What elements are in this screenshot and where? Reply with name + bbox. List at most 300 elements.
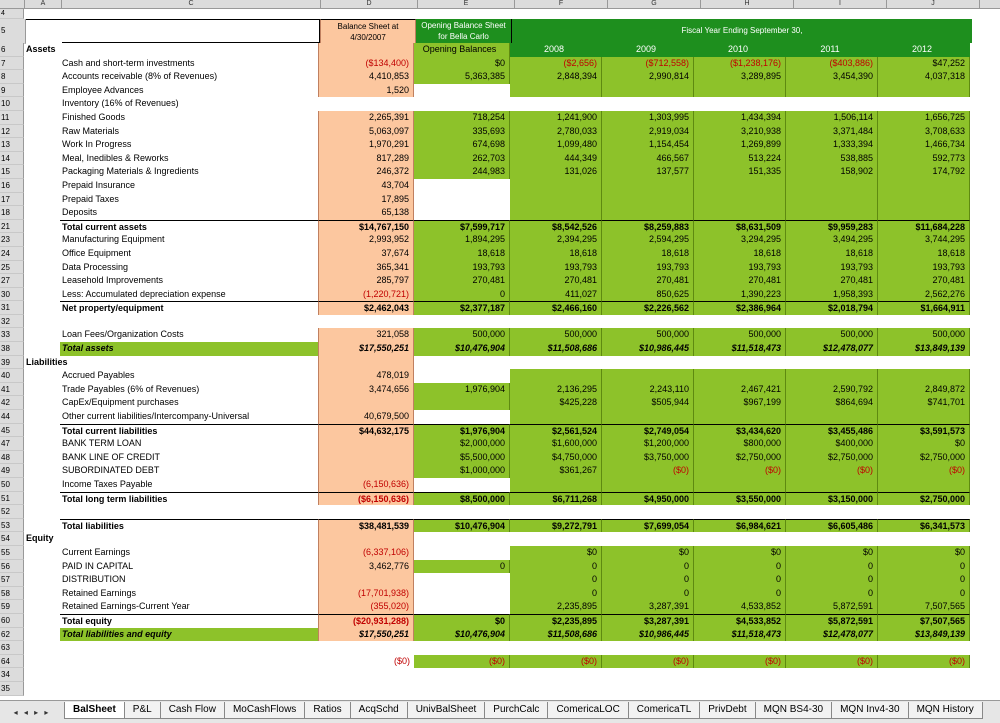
row-label-cell[interactable] (60, 505, 318, 519)
sheet-tab[interactable]: PrivDebt (699, 702, 755, 719)
year-value-cell[interactable]: 151,335 (694, 165, 786, 179)
year-value-cell[interactable] (878, 641, 970, 655)
year-value-cell[interactable]: 2,990,814 (602, 70, 694, 84)
row-number[interactable]: 47 (0, 437, 24, 451)
fiscal-year-header-cell[interactable] (512, 19, 972, 43)
balance-cell[interactable]: $44,632,175 (318, 424, 414, 438)
year-value-cell[interactable]: 18,618 (602, 247, 694, 261)
row-number[interactable]: 48 (0, 451, 24, 465)
row-number[interactable]: 18 (0, 206, 24, 220)
year-value-cell[interactable]: 2,590,792 (786, 383, 878, 397)
balance-cell[interactable]: 2,993,952 (318, 233, 414, 247)
year-value-cell[interactable]: 18,618 (878, 247, 970, 261)
year-value-cell[interactable]: $2,386,964 (694, 301, 786, 315)
year-value-cell[interactable] (786, 668, 878, 682)
opening-balance-cell[interactable]: $1,976,904 (414, 424, 510, 438)
section-label-cell[interactable] (24, 97, 60, 111)
row-label-cell[interactable]: BANK LINE OF CREDIT (62, 451, 161, 462)
section-label-cell[interactable] (24, 641, 60, 655)
balance-cell[interactable] (318, 451, 414, 465)
row-label-cell[interactable]: Deposits (62, 207, 98, 218)
column-header-f[interactable]: F (515, 0, 608, 8)
year-value-cell[interactable] (878, 193, 970, 207)
year-value-cell[interactable]: ($0) (510, 655, 602, 669)
year-value-cell[interactable]: 2,243,110 (602, 383, 694, 397)
year-value-cell[interactable]: $3,591,573 (878, 424, 970, 438)
sheet-tab[interactable]: Cash Flow (160, 702, 225, 719)
row-label-cell[interactable] (60, 655, 318, 669)
balance-cell[interactable]: $17,550,251 (318, 342, 414, 356)
year-value-cell[interactable] (510, 84, 602, 98)
year-value-cell[interactable] (878, 410, 970, 424)
year-value-cell[interactable]: 158,902 (786, 165, 878, 179)
year-value-cell[interactable] (602, 682, 694, 696)
year-value-cell[interactable]: 0 (510, 573, 602, 587)
section-label-cell[interactable] (24, 655, 60, 669)
year-value-cell[interactable]: $505,944 (602, 396, 694, 410)
year-value-cell[interactable]: $10,986,445 (602, 628, 694, 642)
row-label-cell[interactable]: BANK TERM LOAN (62, 438, 142, 449)
opening-balance-cell[interactable] (414, 505, 510, 519)
year-value-cell[interactable]: $7,699,054 (602, 519, 694, 533)
year-value-cell[interactable]: 174,792 (878, 165, 970, 179)
year-value-cell[interactable]: $1,600,000 (510, 437, 602, 451)
row-number[interactable]: 64 (0, 655, 24, 669)
year-value-cell[interactable] (786, 532, 878, 546)
section-label-cell[interactable] (24, 57, 60, 71)
balance-cell[interactable]: ($20,931,288) (318, 614, 414, 628)
opening-balance-cell[interactable] (414, 410, 510, 424)
year-value-cell[interactable]: $1,664,911 (878, 301, 970, 315)
section-label-cell[interactable] (24, 315, 60, 329)
year-value-cell[interactable] (694, 315, 786, 329)
row-number[interactable]: 5 (0, 19, 26, 44)
opening-balance-cell[interactable]: 193,793 (414, 261, 510, 275)
section-label-cell[interactable] (24, 437, 60, 451)
row-label-cell[interactable]: Accrued Payables (62, 370, 135, 381)
row-label-cell[interactable]: Accounts receivable (8% of Revenues) (62, 71, 218, 82)
balance-cell[interactable]: 1,520 (318, 84, 414, 98)
year-value-cell[interactable]: $4,750,000 (510, 451, 602, 465)
year-value-cell[interactable]: 2009 (602, 43, 694, 57)
year-value-cell[interactable] (786, 641, 878, 655)
row-number[interactable]: 10 (0, 97, 24, 111)
year-value-cell[interactable] (786, 478, 878, 492)
row-label-cell[interactable]: Total assets (60, 342, 318, 356)
balance-cell[interactable]: 246,372 (318, 165, 414, 179)
year-value-cell[interactable]: $12,478,077 (786, 628, 878, 642)
balance-cell[interactable] (318, 505, 414, 519)
year-value-cell[interactable]: $6,711,268 (510, 492, 602, 506)
year-value-cell[interactable]: $12,478,077 (786, 342, 878, 356)
year-value-cell[interactable]: 1,390,223 (694, 288, 786, 302)
opening-balance-cell[interactable]: $7,599,717 (414, 220, 510, 234)
section-label-cell[interactable] (24, 138, 60, 152)
year-value-cell[interactable] (694, 206, 786, 220)
opening-balance-cell[interactable] (414, 97, 510, 111)
sheet-tab[interactable]: P&L (124, 702, 161, 719)
year-value-cell[interactable]: $8,631,509 (694, 220, 786, 234)
opening-balance-cell[interactable]: 718,254 (414, 111, 510, 125)
opening-balance-cell[interactable]: $10,476,904 (414, 628, 510, 642)
year-value-cell[interactable]: $3,750,000 (602, 451, 694, 465)
year-value-cell[interactable]: 270,481 (878, 274, 970, 288)
year-value-cell[interactable]: 444,349 (510, 152, 602, 166)
year-value-cell[interactable]: 592,773 (878, 152, 970, 166)
year-value-cell[interactable]: 18,618 (694, 247, 786, 261)
section-label-cell[interactable] (24, 165, 60, 179)
year-value-cell[interactable]: $11,508,686 (510, 628, 602, 642)
year-value-cell[interactable] (602, 410, 694, 424)
year-value-cell[interactable]: 2008 (510, 43, 602, 57)
row-label-cell[interactable]: Total equity (60, 614, 318, 628)
year-value-cell[interactable]: 1,099,480 (510, 138, 602, 152)
year-value-cell[interactable]: 0 (602, 573, 694, 587)
balance-cell[interactable] (318, 97, 414, 111)
year-value-cell[interactable] (510, 532, 602, 546)
opening-balance-cell[interactable]: 674,698 (414, 138, 510, 152)
year-value-cell[interactable] (602, 641, 694, 655)
year-value-cell[interactable] (602, 179, 694, 193)
opening-balance-cell[interactable]: 262,703 (414, 152, 510, 166)
row-label-cell[interactable]: Inventory (16% of Revenues) (62, 98, 179, 109)
year-value-cell[interactable] (878, 505, 970, 519)
row-number[interactable]: 57 (0, 573, 24, 587)
year-value-cell[interactable]: 3,289,895 (694, 70, 786, 84)
year-value-cell[interactable] (510, 682, 602, 696)
row-label-cell[interactable]: Cash and short-term investments (62, 57, 195, 68)
section-label-cell[interactable] (24, 369, 60, 383)
year-value-cell[interactable]: 0 (510, 587, 602, 601)
opening-balance-cell[interactable]: $8,500,000 (414, 492, 510, 506)
year-value-cell[interactable]: 2,594,295 (602, 233, 694, 247)
opening-balance-cell[interactable] (414, 641, 510, 655)
year-value-cell[interactable] (786, 356, 878, 370)
row-number[interactable]: 49 (0, 464, 24, 478)
year-value-cell[interactable]: 270,481 (694, 274, 786, 288)
year-value-cell[interactable]: $9,272,791 (510, 519, 602, 533)
row-number[interactable]: 8 (0, 70, 24, 84)
balance-cell[interactable]: (6,150,636) (318, 478, 414, 492)
year-value-cell[interactable]: $0 (602, 546, 694, 560)
row-number[interactable]: 27 (0, 274, 24, 288)
row-label-cell[interactable]: Leasehold Improvements (62, 275, 164, 286)
year-value-cell[interactable]: 411,027 (510, 288, 602, 302)
section-label-cell[interactable] (24, 383, 60, 397)
column-header-i[interactable]: I (794, 0, 887, 8)
year-value-cell[interactable]: ($0) (786, 655, 878, 669)
row-number[interactable]: 52 (0, 505, 24, 519)
row-label-cell[interactable]: Retained Earnings (62, 587, 137, 598)
column-header-d[interactable]: D (321, 0, 418, 8)
row-number[interactable]: 11 (0, 111, 24, 125)
year-value-cell[interactable]: 500,000 (878, 328, 970, 342)
sheet-tab[interactable]: ComericaLOC (547, 702, 628, 719)
opening-balance-cell[interactable] (414, 315, 510, 329)
balance-cell[interactable]: 1,970,291 (318, 138, 414, 152)
opening-balance-cell[interactable]: Opening Balances (414, 43, 510, 57)
year-value-cell[interactable]: 7,507,565 (878, 600, 970, 614)
opening-balance-cell[interactable]: 18,618 (414, 247, 510, 261)
sheet-tab[interactable]: Ratios (304, 702, 350, 719)
year-value-cell[interactable]: 2,562,276 (878, 288, 970, 302)
row-label-cell[interactable] (60, 43, 318, 57)
opening-balance-cell[interactable] (414, 600, 510, 614)
year-value-cell[interactable]: $11,518,473 (694, 628, 786, 642)
row-number[interactable]: 53 (0, 519, 24, 533)
opening-balance-cell[interactable]: 5,363,385 (414, 70, 510, 84)
year-value-cell[interactable] (602, 668, 694, 682)
row-label-cell[interactable]: Work In Progress (62, 139, 132, 150)
year-value-cell[interactable]: 2011 (786, 43, 878, 57)
opening-balance-cell[interactable] (414, 478, 510, 492)
year-value-cell[interactable]: $3,150,000 (786, 492, 878, 506)
sheet-tab[interactable]: MQN Inv4-30 (831, 702, 908, 719)
balance-cell[interactable]: 3,462,776 (318, 560, 414, 574)
year-value-cell[interactable]: 1,333,394 (786, 138, 878, 152)
year-value-cell[interactable]: $3,287,391 (602, 614, 694, 628)
row-number[interactable]: 15 (0, 165, 24, 179)
row-number[interactable]: 33 (0, 328, 24, 342)
year-value-cell[interactable]: $6,605,486 (786, 519, 878, 533)
section-label-cell[interactable] (24, 478, 60, 492)
year-value-cell[interactable] (878, 315, 970, 329)
year-value-cell[interactable] (602, 532, 694, 546)
row-label-cell[interactable]: Net property/equipment (60, 301, 318, 315)
year-value-cell[interactable]: $0 (878, 437, 970, 451)
section-label-cell[interactable] (24, 84, 60, 98)
row-number[interactable]: 24 (0, 247, 24, 261)
year-value-cell[interactable]: 0 (602, 587, 694, 601)
year-value-cell[interactable]: $400,000 (786, 437, 878, 451)
row-label-cell[interactable] (60, 532, 318, 546)
row-number[interactable]: 51 (0, 492, 24, 506)
year-value-cell[interactable] (878, 206, 970, 220)
year-value-cell[interactable]: 0 (786, 560, 878, 574)
balance-cell[interactable]: $2,462,043 (318, 301, 414, 315)
opening-balance-cell[interactable] (414, 193, 510, 207)
row-number[interactable]: 41 (0, 383, 24, 397)
row-number[interactable]: 23 (0, 233, 24, 247)
year-value-cell[interactable] (602, 356, 694, 370)
year-value-cell[interactable]: $4,533,852 (694, 614, 786, 628)
row-number[interactable]: 31 (0, 301, 24, 315)
year-value-cell[interactable]: 3,294,295 (694, 233, 786, 247)
year-value-cell[interactable]: $13,849,139 (878, 628, 970, 642)
sheet-tab[interactable]: MoCashFlows (224, 702, 305, 719)
row-number[interactable]: 54 (0, 532, 24, 546)
row-number[interactable]: 55 (0, 546, 24, 560)
year-value-cell[interactable] (878, 97, 970, 111)
section-label-cell[interactable]: Liabilities (26, 356, 68, 367)
section-label-cell[interactable] (24, 233, 60, 247)
section-label-cell[interactable] (24, 261, 60, 275)
sheet-tab[interactable]: PurchCalc (484, 702, 548, 719)
row-label-cell[interactable] (60, 668, 318, 682)
row-number[interactable]: 17 (0, 193, 24, 207)
section-label-cell[interactable] (24, 206, 60, 220)
opening-balance-cell[interactable]: $10,476,904 (414, 342, 510, 356)
year-value-cell[interactable]: 500,000 (786, 328, 878, 342)
opening-balance-cell[interactable]: 270,481 (414, 274, 510, 288)
row-number[interactable]: 9 (0, 84, 24, 98)
balance-cell[interactable]: 3,474,656 (318, 383, 414, 397)
sheet-nav-arrows-icon[interactable]: ◂ ◂ ▸ ▸ (13, 707, 51, 717)
year-value-cell[interactable]: $5,872,591 (786, 614, 878, 628)
year-value-cell[interactable] (510, 193, 602, 207)
year-value-cell[interactable] (602, 369, 694, 383)
year-value-cell[interactable] (694, 179, 786, 193)
row-label-cell[interactable]: Prepaid Taxes (62, 193, 119, 204)
year-value-cell[interactable]: $2,466,160 (510, 301, 602, 315)
year-value-cell[interactable] (694, 410, 786, 424)
balance-cell[interactable] (318, 682, 414, 696)
section-label-cell[interactable] (24, 220, 60, 234)
year-value-cell[interactable]: ($1,238,176) (694, 57, 786, 71)
section-label-cell[interactable] (24, 125, 60, 139)
row-label-cell[interactable]: Employee Advances (62, 84, 144, 95)
opening-balance-cell[interactable]: $0 (414, 614, 510, 628)
year-value-cell[interactable] (510, 668, 602, 682)
opening-balance-cell[interactable]: 244,983 (414, 165, 510, 179)
row-number[interactable]: 38 (0, 342, 24, 356)
sheet-tab[interactable]: BalSheet (64, 702, 125, 719)
row-number[interactable]: 32 (0, 315, 24, 329)
opening-balance-cell[interactable] (414, 206, 510, 220)
row-label-cell[interactable]: Manufacturing Equipment (62, 234, 165, 245)
opening-balance-cell[interactable]: $2,377,187 (414, 301, 510, 315)
year-value-cell[interactable]: 2,467,421 (694, 383, 786, 397)
year-value-cell[interactable] (694, 478, 786, 492)
year-value-cell[interactable]: 0 (786, 573, 878, 587)
section-label-cell[interactable] (24, 614, 60, 628)
year-value-cell[interactable]: 3,494,295 (786, 233, 878, 247)
section-label-cell[interactable] (24, 301, 60, 315)
section-label-cell[interactable] (24, 519, 60, 533)
opening-balance-cell[interactable] (414, 682, 510, 696)
year-value-cell[interactable]: $6,341,573 (878, 519, 970, 533)
year-value-cell[interactable]: $2,750,000 (878, 451, 970, 465)
year-value-cell[interactable]: 1,303,995 (602, 111, 694, 125)
row-number[interactable]: 7 (0, 57, 24, 71)
year-value-cell[interactable] (786, 369, 878, 383)
row-label-cell[interactable]: Data Processing (62, 261, 129, 272)
row-label-cell[interactable]: SUBORDINATED DEBT (62, 465, 160, 476)
year-value-cell[interactable]: $3,434,620 (694, 424, 786, 438)
opening-balance-cell[interactable] (414, 396, 510, 410)
row-label-cell[interactable] (60, 356, 318, 370)
balance-cell[interactable]: 478,019 (318, 369, 414, 383)
year-value-cell[interactable]: 538,885 (786, 152, 878, 166)
balance-sheet-header-cell[interactable] (320, 19, 416, 43)
year-value-cell[interactable] (694, 193, 786, 207)
year-value-cell[interactable] (694, 641, 786, 655)
year-value-cell[interactable]: 270,481 (602, 274, 694, 288)
opening-balance-cell[interactable] (414, 587, 510, 601)
sheet-tab[interactable]: ComericaTL (628, 702, 700, 719)
section-label-cell[interactable] (24, 505, 60, 519)
year-value-cell[interactable]: 2010 (694, 43, 786, 57)
year-value-cell[interactable] (694, 668, 786, 682)
year-value-cell[interactable] (878, 369, 970, 383)
opening-balance-cell[interactable]: 0 (414, 288, 510, 302)
row-label-cell[interactable]: Total liabilities and equity (60, 628, 318, 642)
section-label-cell[interactable] (24, 424, 60, 438)
year-value-cell[interactable]: 270,481 (786, 274, 878, 288)
balance-cell[interactable]: ($0) (393, 655, 410, 666)
year-value-cell[interactable] (694, 97, 786, 111)
year-value-cell[interactable]: $0 (786, 546, 878, 560)
year-value-cell[interactable]: 0 (878, 573, 970, 587)
row-number[interactable]: 56 (0, 560, 24, 574)
year-value-cell[interactable]: ($0) (694, 655, 786, 669)
balance-cell[interactable]: 37,674 (318, 247, 414, 261)
section-label-cell[interactable] (24, 288, 60, 302)
year-value-cell[interactable]: ($712,558) (602, 57, 694, 71)
year-value-cell[interactable]: 1,958,393 (786, 288, 878, 302)
year-value-cell[interactable]: 1,466,734 (878, 138, 970, 152)
section-label-cell[interactable] (24, 560, 60, 574)
row-number[interactable]: 63 (0, 641, 24, 655)
row-label-cell[interactable] (60, 315, 318, 329)
opening-balance-cell[interactable]: $2,000,000 (414, 437, 510, 451)
row-number[interactable]: 59 (0, 600, 24, 614)
row-number[interactable]: 34 (0, 668, 24, 682)
column-header-e[interactable]: E (418, 0, 515, 8)
section-label-cell[interactable] (24, 573, 60, 587)
balance-cell[interactable]: 40,679,500 (318, 410, 414, 424)
year-value-cell[interactable]: 270,481 (510, 274, 602, 288)
year-value-cell[interactable]: 1,269,899 (694, 138, 786, 152)
opening-balance-cell[interactable] (414, 179, 510, 193)
balance-cell[interactable] (318, 43, 414, 57)
year-value-cell[interactable] (602, 478, 694, 492)
year-value-cell[interactable]: $0 (510, 546, 602, 560)
year-value-cell[interactable]: 193,793 (510, 261, 602, 275)
opening-balance-cell[interactable] (414, 369, 510, 383)
balance-cell[interactable]: 321,058 (318, 328, 414, 342)
section-label-cell[interactable] (24, 628, 60, 642)
opening-balance-cell[interactable]: 1,894,295 (414, 233, 510, 247)
year-value-cell[interactable] (694, 84, 786, 98)
year-value-cell[interactable]: $2,018,794 (786, 301, 878, 315)
balance-cell[interactable]: (17,701,938) (318, 587, 414, 601)
row-number[interactable]: 25 (0, 261, 24, 275)
year-value-cell[interactable]: 18,618 (510, 247, 602, 261)
balance-cell[interactable] (318, 532, 414, 546)
balance-cell[interactable]: $38,481,539 (318, 519, 414, 533)
balance-cell[interactable]: ($134,400) (318, 57, 414, 71)
row-label-cell[interactable]: Total current assets (60, 220, 318, 234)
row-number[interactable]: 62 (0, 628, 24, 642)
section-label-cell[interactable] (24, 70, 60, 84)
year-value-cell[interactable]: 3,454,390 (786, 70, 878, 84)
year-value-cell[interactable] (786, 505, 878, 519)
year-value-cell[interactable] (878, 682, 970, 696)
year-value-cell[interactable]: 0 (510, 560, 602, 574)
year-value-cell[interactable] (878, 356, 970, 370)
year-value-cell[interactable]: 466,567 (602, 152, 694, 166)
balance-cell[interactable]: 365,341 (318, 261, 414, 275)
row-label-cell[interactable]: Trade Payables (6% of Revenues) (62, 383, 200, 394)
year-value-cell[interactable]: $2,750,000 (694, 451, 786, 465)
year-value-cell[interactable] (878, 179, 970, 193)
balance-cell[interactable]: (355,020) (318, 600, 414, 614)
section-label-cell[interactable] (24, 451, 60, 465)
year-value-cell[interactable] (878, 668, 970, 682)
year-value-cell[interactable]: 850,625 (602, 288, 694, 302)
year-value-cell[interactable]: 1,434,394 (694, 111, 786, 125)
